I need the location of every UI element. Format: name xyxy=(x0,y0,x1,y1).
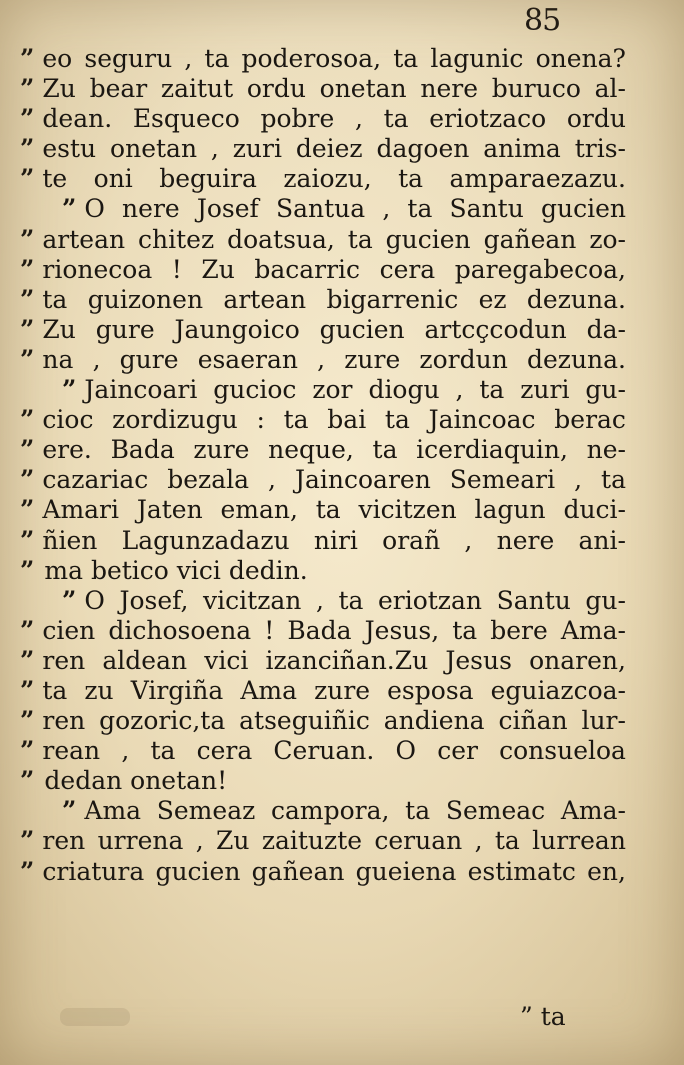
text-line xyxy=(20,285,626,315)
text-line xyxy=(20,706,626,736)
text-block xyxy=(20,44,626,887)
line-text: dean. Esqueco pobre , ta eriotzaco ordu xyxy=(42,104,626,134)
text-line xyxy=(20,736,626,766)
text-line xyxy=(20,616,626,646)
text-line xyxy=(20,526,626,556)
quote-mark: ” xyxy=(20,44,35,73)
line-text: ñien Lagunzadazu niri orañ , nere ani- xyxy=(42,525,626,555)
text-line xyxy=(20,104,626,134)
quote-mark: ” xyxy=(62,796,77,826)
text-line xyxy=(20,225,626,255)
text-line xyxy=(20,766,626,796)
text-line xyxy=(20,375,626,405)
line-text: ren urrena , Zu zaituzte ceruan , ta lurrean xyxy=(42,826,626,856)
line-text: ta guizonen artean bigarrenic ez dezuna. xyxy=(42,284,626,314)
text-line xyxy=(20,676,626,706)
line-text: Jaincoari gucioc zor diogu , ta zuri gu- xyxy=(84,375,626,405)
line-text: O nere Josef Santua , ta Santu gucien xyxy=(84,194,626,224)
quote-mark: ” xyxy=(62,375,77,405)
text-line xyxy=(20,826,626,856)
text-line xyxy=(20,465,626,495)
line-text: cien dichosoena ! Bada Jesus, ta bere Ama- xyxy=(42,615,626,645)
text-line xyxy=(20,796,626,826)
line-text: ere. Bada zure neque, ta icerdiaquin, ne- xyxy=(42,435,626,465)
text-line xyxy=(20,857,626,887)
line-text: te oni beguira zaiozu, ta amparaezazu. xyxy=(42,164,626,194)
quote-mark: ” xyxy=(20,555,35,585)
text-line xyxy=(20,646,626,676)
line-text: criatura gucien gañean gueiena estimatc en, xyxy=(42,856,626,886)
line-text: estu onetan , zuri deiez dagoen anima tris- xyxy=(42,134,626,164)
line-text: rean , ta cera Ceruan. O cer consueloa xyxy=(42,736,626,766)
quote-mark: ” xyxy=(20,435,35,465)
line-text: dedan onetan! xyxy=(44,766,228,796)
quote-mark: ” xyxy=(20,465,35,495)
quote-mark: ” xyxy=(20,615,35,645)
line-text: rionecoa ! Zu bacarric cera paregabecoa, xyxy=(42,254,626,284)
text-line xyxy=(20,345,626,375)
line-text: Zu gure Jaungoico gucien artcçcodun da- xyxy=(42,314,626,344)
text-line xyxy=(20,435,626,465)
page-number: 85 xyxy=(524,3,561,38)
text-line xyxy=(20,255,626,285)
text-line xyxy=(20,405,626,435)
text-line xyxy=(20,164,626,194)
line-text: O Josef, vicitzan , ta eriotzan Santu gu- xyxy=(84,585,626,615)
quote-mark: ” xyxy=(20,706,35,736)
quote-mark: ” xyxy=(20,134,35,164)
line-text: Zu bear zaitut ordu onetan nere buruco al- xyxy=(42,74,626,104)
line-text: ren aldean vici izanciñan.Zu Jesus onaren, xyxy=(42,645,626,675)
text-line xyxy=(20,194,626,224)
quote-mark: ” xyxy=(20,826,35,856)
text-line xyxy=(20,495,626,525)
line-text: ren gozoric,ta atseguiñic andiena ciñan lur- xyxy=(42,706,626,736)
ink-smudge xyxy=(60,1008,130,1026)
quote-mark: ” xyxy=(62,194,77,224)
quote-mark: ” xyxy=(20,405,35,435)
text-line xyxy=(20,315,626,345)
text-line xyxy=(20,74,626,104)
text-line xyxy=(20,134,626,164)
quote-mark: ” xyxy=(20,645,35,675)
quote-mark: ” xyxy=(20,254,35,284)
line-text: ma betico vici dedin. xyxy=(44,555,308,585)
quote-mark: ” xyxy=(20,284,35,314)
quote-mark: ” xyxy=(20,344,35,374)
line-text: Amari Jaten eman, ta vicitzen lagun duci- xyxy=(42,495,626,525)
line-text: artean chitez doatsua, ta gucien gañean zo- xyxy=(42,224,626,254)
quote-mark: ” xyxy=(20,314,35,344)
line-text: ta zu Virgiña Ama zure esposa eguiazcoa- xyxy=(42,675,626,705)
quote-mark: ” xyxy=(20,495,35,525)
quote-mark: ” xyxy=(20,856,35,886)
quote-mark: ” xyxy=(62,585,77,615)
line-text: eo seguru , ta poderosoa, ta lagunic onena? xyxy=(42,44,626,73)
line-text: cazariac bezala , Jaincoaren Semeari , ta xyxy=(42,465,626,495)
quote-mark: ” xyxy=(20,525,35,555)
text-line xyxy=(20,44,626,74)
text-line xyxy=(20,586,626,616)
quote-mark: ” xyxy=(20,164,35,194)
line-text: na , gure esaeran , zure zordun dezuna. xyxy=(42,344,626,374)
line-text: Ama Semeaz campora, ta Semeac Ama- xyxy=(84,796,626,826)
quote-mark: ” xyxy=(20,224,35,254)
quote-mark: ” xyxy=(20,104,35,134)
text-line xyxy=(20,556,626,586)
catchword: ” ta xyxy=(520,1002,566,1031)
line-text: cioc zordizugu : ta bai ta Jaincoac berac xyxy=(42,405,626,435)
quote-mark: ” xyxy=(20,74,35,104)
quote-mark: ” xyxy=(20,675,35,705)
quote-mark: ” xyxy=(20,766,35,796)
quote-mark: ” xyxy=(20,736,35,766)
